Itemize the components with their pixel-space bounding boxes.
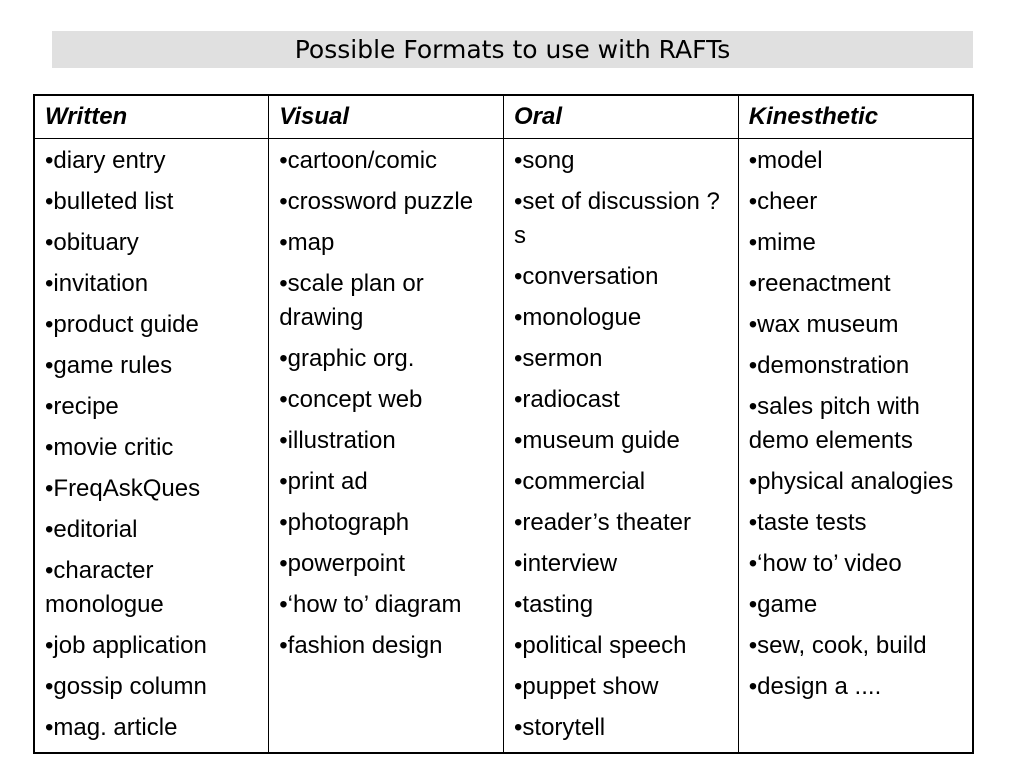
kinesthetic-list (749, 144, 963, 704)
list-item: •concept web (279, 386, 423, 413)
list-item: •game rules (45, 352, 173, 379)
list-item: •wax museum (748, 311, 899, 338)
list-item: •graphic org. (279, 345, 415, 372)
list-item: •game (748, 591, 818, 618)
list-item: •movie critic (45, 434, 174, 461)
column-header-kinesthetic: Kinesthetic (738, 95, 973, 139)
list-item: •design a .... (748, 673, 882, 700)
title-bar (52, 31, 973, 68)
list-item: •recipe (45, 393, 119, 420)
visual-cell (269, 139, 504, 754)
list-item: •product guide (45, 311, 199, 338)
list-item: •cartoon/comic (279, 147, 438, 174)
list-item: •bulleted list (45, 188, 174, 215)
list-item: •puppet show (514, 673, 659, 700)
header-row (34, 95, 973, 139)
list-item: •model (748, 147, 823, 174)
list-item: •sales pitch with demo elements (748, 393, 920, 454)
list-item: •crossword puzzle (279, 188, 474, 215)
list-item: •gossip column (45, 673, 207, 700)
list-item: •sew, cook, build (748, 632, 927, 659)
list-item: •radiocast (514, 386, 620, 413)
list-item: •mime (748, 229, 816, 256)
list-item: •interview (514, 550, 618, 577)
list-item: •print ad (279, 468, 368, 495)
list-item: •powerpoint (279, 550, 406, 577)
visual-list (279, 144, 494, 663)
list-item: •photograph (279, 509, 410, 536)
written-cell (34, 139, 269, 754)
list-item: •obituary (45, 229, 139, 256)
column-header-oral: Oral (504, 95, 739, 139)
list-item: •song (514, 147, 575, 174)
oral-cell (504, 139, 739, 754)
column-header-visual: Visual (269, 95, 504, 139)
list-item: •diary entry (45, 147, 166, 174)
list-item: •‘how to’ video (748, 550, 902, 577)
oral-list (514, 144, 729, 745)
list-item: •map (279, 229, 335, 256)
column-header-written: Written (34, 95, 269, 139)
list-item: •scale plan or drawing (279, 270, 424, 331)
list-item: •reader’s theater (514, 509, 691, 536)
written-list (45, 144, 259, 745)
list-item: •job application (45, 632, 207, 659)
list-item: •editorial (45, 516, 138, 543)
list-item: •fashion design (279, 632, 443, 659)
list-item: •reenactment (748, 270, 891, 297)
list-item: •commercial (514, 468, 646, 495)
formats-table (33, 94, 974, 754)
list-item: •cheer (748, 188, 818, 215)
list-item: •storytell (514, 714, 606, 741)
list-item: •‘how to’ diagram (279, 591, 462, 618)
page-title: Possible Formats to use with RAFTs (294, 35, 731, 64)
items-row (34, 139, 973, 754)
list-item: •conversation (514, 263, 659, 290)
list-item: •tasting (514, 591, 594, 618)
kinesthetic-cell (738, 139, 973, 754)
list-item: •character monologue (45, 557, 164, 618)
list-item: •monologue (514, 304, 642, 331)
list-item: •mag. article (45, 714, 178, 741)
list-item: •illustration (279, 427, 396, 454)
list-item: •museum guide (514, 427, 680, 454)
list-item: •FreqAskQues (45, 475, 201, 502)
list-item: •political speech (514, 632, 687, 659)
list-item: •physical analogies (748, 468, 954, 495)
list-item: •taste tests (748, 509, 867, 536)
list-item: •demonstration (748, 352, 910, 379)
list-item: •set of discussion ?s (514, 188, 720, 249)
list-item: •sermon (514, 345, 603, 372)
list-item: •invitation (45, 270, 149, 297)
